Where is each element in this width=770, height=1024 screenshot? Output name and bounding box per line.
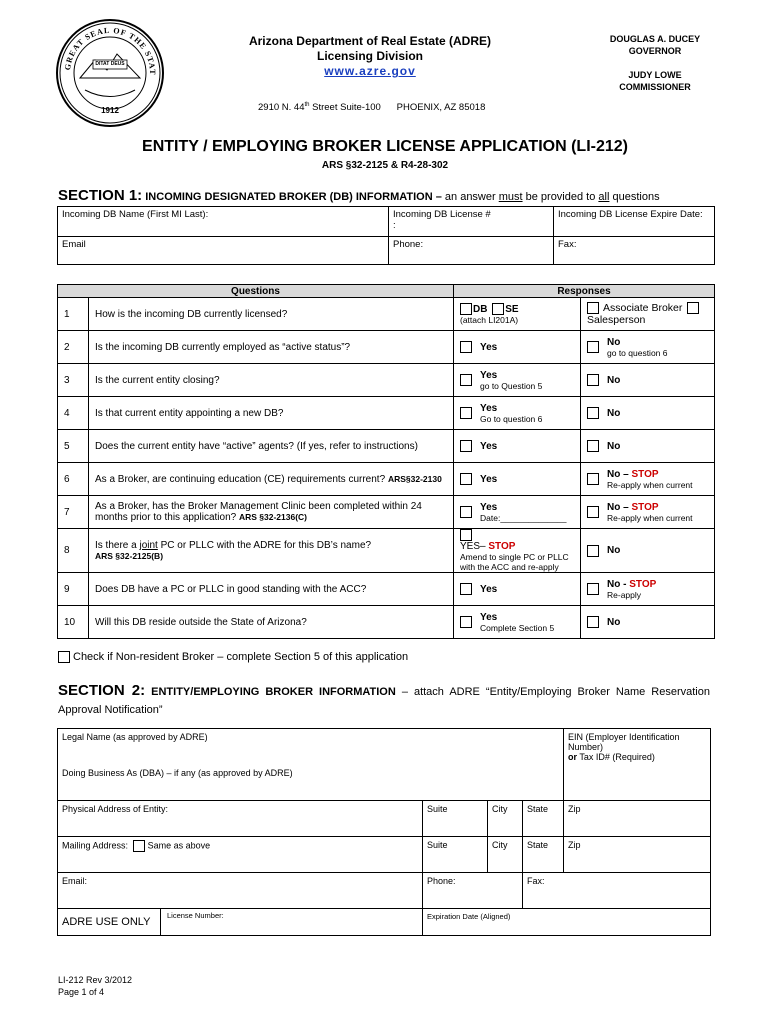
section1-note: an answer xyxy=(444,191,499,203)
seal-text: GREAT SEAL OF THE STAT xyxy=(62,25,158,76)
yes-label: Yes xyxy=(480,583,498,595)
zip-label: Zip xyxy=(568,804,581,814)
amend-note: Amend to single PC or PLLC with the ACC and re-apply xyxy=(460,552,569,572)
no-checkbox[interactable] xyxy=(587,583,599,595)
legal-name-field[interactable] xyxy=(58,729,564,765)
associate-broker-label: Associate Broker xyxy=(603,302,683,314)
question-number: 9 xyxy=(58,573,89,606)
nonresident-row xyxy=(58,651,408,663)
legal-name-label: Legal Name (as approved by ADRE) xyxy=(62,732,208,742)
fax-label: Fax: xyxy=(527,876,545,886)
section1-note-end: questions xyxy=(609,191,660,203)
stop-label: STOP xyxy=(629,578,657,590)
questions-table xyxy=(57,284,715,639)
website-link[interactable]: www.azre.gov xyxy=(324,64,416,78)
question-number: 6 xyxy=(58,463,89,496)
state-seal xyxy=(55,18,165,128)
city-label: City xyxy=(492,804,508,814)
question-text: Does the current entity have “active” agents? (If yes, refer to instructions) xyxy=(89,430,454,463)
statute-ref: ARS §32-2136(C) xyxy=(238,512,307,522)
physical-address-field[interactable] xyxy=(58,801,423,837)
section1-title: INCOMING DESIGNATED BROKER (DB) INFORMATION xyxy=(145,191,433,203)
dba-label: Doing Business As (DBA) – if any (as approved by ADRE) xyxy=(62,767,293,778)
db-info-table xyxy=(57,206,715,265)
entity-phone-field[interactable] xyxy=(423,873,523,909)
reapply-note: Re-apply when current xyxy=(607,479,693,490)
adre-use-label: ADRE USE ONLY xyxy=(58,909,161,935)
no-label: No xyxy=(607,545,621,556)
question-text: Is the current entity closing? xyxy=(89,364,454,397)
entity-info-table xyxy=(57,728,711,936)
city-label: City xyxy=(492,840,508,850)
mailing-address-field[interactable] xyxy=(58,837,423,873)
stop-label: STOP xyxy=(631,501,659,513)
yes-checkbox[interactable] xyxy=(460,440,472,452)
question-number: 2 xyxy=(58,331,89,364)
date-field[interactable]: Date:______________ xyxy=(480,512,567,523)
stop-label: STOP xyxy=(488,541,516,552)
section1-note-all: all xyxy=(598,191,610,203)
db-name-label: Incoming DB Name (First MI Last): xyxy=(62,209,209,220)
yes-checkbox[interactable] xyxy=(460,506,472,518)
no-dash: – xyxy=(620,501,632,513)
yes-checkbox[interactable] xyxy=(460,407,472,419)
question-row-2 xyxy=(58,331,715,364)
agency-address xyxy=(258,102,485,113)
question-row-4 xyxy=(58,397,715,430)
no-checkbox[interactable] xyxy=(587,616,599,628)
section1-note-mid: be provided to xyxy=(522,191,599,203)
yes-label: Yes xyxy=(480,402,498,414)
question-row-3 xyxy=(58,364,715,397)
governor-name: DOUGLAS A. DUCEY xyxy=(609,34,701,44)
db-option-label: DB xyxy=(473,303,488,315)
se-option-label: SE xyxy=(505,303,519,315)
question-text-pre: Is there a xyxy=(95,539,140,551)
question-number: 8 xyxy=(58,529,89,573)
no-label: No xyxy=(607,374,621,386)
yes-dash-label: YES– xyxy=(460,541,489,552)
associate-broker-checkbox[interactable] xyxy=(587,302,599,314)
expiration-date-field xyxy=(423,909,711,936)
section1-note-must: must xyxy=(498,191,523,203)
yes-label: Yes xyxy=(480,341,498,353)
db-phone-field[interactable] xyxy=(389,237,554,265)
no-dash-label: No - xyxy=(607,578,630,590)
yes-label: Yes xyxy=(480,473,498,485)
question-row-10 xyxy=(58,606,715,639)
section1-heading xyxy=(58,187,718,204)
no-label: No xyxy=(607,501,621,513)
question-number: 5 xyxy=(58,430,89,463)
yes-checkbox[interactable] xyxy=(460,374,472,386)
section1-label: SECTION 1: xyxy=(58,187,143,204)
commissioner-title: COMMISSIONER xyxy=(619,82,691,92)
no-checkbox[interactable] xyxy=(587,374,599,386)
form-subtitle: ARS §32-2125 & R4-28-302 xyxy=(321,160,449,171)
zip-label: Zip xyxy=(568,840,581,850)
nonresident-checkbox[interactable] xyxy=(58,651,70,663)
mailing-city-field[interactable] xyxy=(488,837,523,873)
same-as-above-checkbox[interactable] xyxy=(133,840,145,852)
suite-label: Suite xyxy=(427,804,448,814)
goto-note: go to Question 5 xyxy=(480,380,543,391)
db-fax-label: Fax: xyxy=(558,239,577,250)
question-row-9 xyxy=(58,573,715,606)
no-label: No xyxy=(607,336,621,348)
no-checkbox[interactable] xyxy=(587,440,599,452)
question-text: Is that current entity appointing a new DB? xyxy=(89,397,454,430)
entity-email-field[interactable] xyxy=(58,873,423,909)
address-street-number: 2910 N. 44 xyxy=(258,102,305,114)
question-row-6 xyxy=(58,463,715,496)
db-expire-label: Incoming DB License Expire Date: xyxy=(558,209,703,220)
ein-tax-label: Tax ID# (Required) xyxy=(577,752,655,762)
responses-header: Responses xyxy=(454,285,715,298)
db-license-colon: : xyxy=(393,220,396,231)
commissioner-name: JUDY LOWE xyxy=(628,70,682,80)
no-checkbox[interactable] xyxy=(587,341,599,353)
yes-label: Yes xyxy=(480,440,498,452)
physical-suite-field[interactable] xyxy=(423,801,488,837)
salesperson-label: Salesperson xyxy=(587,314,646,326)
ein-label: EIN (Employer Identification Number) xyxy=(568,732,680,752)
physical-city-field[interactable] xyxy=(488,801,523,837)
question-text: Will this DB reside outside the State of Arizona? xyxy=(89,606,454,639)
expiration-date-label: Expiration Date (Aligned) xyxy=(427,912,511,921)
form-revision: LI-212 Rev 3/2012 xyxy=(58,975,133,985)
questions-header: Questions xyxy=(58,285,454,298)
no-label: No xyxy=(607,407,621,419)
ein-field[interactable] xyxy=(564,729,711,801)
question-text xyxy=(89,529,454,573)
db-name-field[interactable] xyxy=(58,207,389,237)
mailing-suite-field[interactable] xyxy=(423,837,488,873)
mailing-zip-field[interactable] xyxy=(564,837,711,873)
physical-address-label: Physical Address of Entity: xyxy=(62,804,169,814)
db-license-label: Incoming DB License # xyxy=(393,209,491,220)
no-checkbox[interactable] xyxy=(587,545,599,557)
question-text-main: As a Broker, are continuing education (CE) requirements current? xyxy=(95,473,386,485)
question-text: How is the incoming DB currently licensed? xyxy=(89,298,454,331)
salesperson-checkbox[interactable] xyxy=(687,302,699,314)
yes-checkbox[interactable] xyxy=(460,529,472,541)
entity-fax-field[interactable] xyxy=(523,873,711,909)
seal-year: 1912 xyxy=(101,106,119,115)
yes-checkbox[interactable] xyxy=(460,473,472,485)
dba-field[interactable] xyxy=(58,765,564,801)
no-label: No xyxy=(607,440,621,452)
adre-use-cell xyxy=(58,909,423,936)
yes-label: Yes xyxy=(480,611,498,623)
db-phone-label: Phone: xyxy=(393,239,424,250)
section1-dash: – xyxy=(432,191,445,203)
address-sup: th xyxy=(304,102,310,108)
phone-label: Phone: xyxy=(427,876,456,886)
question-row-5 xyxy=(58,430,715,463)
db-expire-field[interactable] xyxy=(554,207,715,237)
no-label: No xyxy=(607,616,621,628)
state-label: State xyxy=(527,804,549,814)
question-text: Does DB have a PC or PLLC in good standing with the ACC? xyxy=(89,573,454,606)
reapply-note: Re-apply xyxy=(607,589,642,600)
yes-checkbox[interactable] xyxy=(460,616,472,628)
agency-name: Arizona Department of Real Estate (ADRE) xyxy=(248,34,492,48)
complete-note: Complete Section 5 xyxy=(480,622,555,633)
statute-ref: ARS §32-2125(B) xyxy=(95,550,164,561)
address-street: Street Suite-100 xyxy=(309,102,381,114)
section2-label: SECTION 2: xyxy=(58,682,146,699)
same-as-above-label: Same as above xyxy=(147,840,211,851)
db-email-label: Email xyxy=(62,239,86,250)
question-text-joint: joint xyxy=(139,539,158,551)
reapply-note: Re-apply when current xyxy=(607,512,693,523)
db-license-field[interactable] xyxy=(389,207,554,237)
question-text xyxy=(89,496,454,529)
statute-ref: ARS§32-2130 xyxy=(387,473,442,484)
mailing-address-label: Mailing Address: xyxy=(62,840,129,851)
form-title: ENTITY / EMPLOYING BROKER LICENSE APPLICATION (LI-212) xyxy=(142,138,628,155)
ein-or: or xyxy=(568,752,577,762)
no-checkbox[interactable] xyxy=(587,407,599,419)
page-number: Page 1 of 4 xyxy=(58,987,105,997)
se-checkbox[interactable] xyxy=(492,303,504,315)
no-checkbox[interactable] xyxy=(587,506,599,518)
question-number: 7 xyxy=(58,496,89,529)
section2-heading xyxy=(58,682,710,719)
yes-label: Yes xyxy=(480,501,498,513)
suite-label: Suite xyxy=(427,840,448,850)
question-row-7 xyxy=(58,496,715,529)
question-text xyxy=(89,463,454,496)
question-number: 10 xyxy=(58,606,89,639)
yes-checkbox[interactable] xyxy=(460,583,472,595)
question-number: 3 xyxy=(58,364,89,397)
question-number: 4 xyxy=(58,397,89,430)
no-checkbox[interactable] xyxy=(587,473,599,485)
goto-note: Go to question 6 xyxy=(480,413,543,424)
no-label: No xyxy=(607,468,621,480)
question-text-main: As a Broker, has the Broker Management Clinic been completed within 24 months prior to this application? xyxy=(95,501,422,523)
division-name: Licensing Division xyxy=(316,49,424,63)
db-checkbox[interactable] xyxy=(460,303,472,315)
question-number: 1 xyxy=(58,298,89,331)
question-row-1 xyxy=(58,298,715,331)
governor-title: GOVERNOR xyxy=(628,46,682,56)
question-text-post: PC or PLLC with the ADRE for this DB’s name? xyxy=(157,539,372,551)
goto-note: go to question 6 xyxy=(607,347,668,358)
physical-state-field[interactable] xyxy=(523,801,564,837)
yes-checkbox[interactable] xyxy=(460,341,472,353)
yes-label: Yes xyxy=(480,369,498,381)
email-label: Email: xyxy=(62,876,88,886)
stop-label: STOP xyxy=(631,468,659,480)
no-dash: – xyxy=(620,468,632,480)
mailing-state-field[interactable] xyxy=(523,837,564,873)
db-email-field[interactable] xyxy=(58,237,389,265)
section2-title: ENTITY/EMPLOYING BROKER INFORMATION xyxy=(151,686,396,698)
attach-note: (attach LI201A) xyxy=(460,315,519,325)
nonresident-label: Check if Non-resident Broker – complete Section 5 of this application xyxy=(73,651,409,663)
seal-motto: DITAT DEUS xyxy=(95,61,125,67)
question-row-8 xyxy=(58,529,715,573)
section2-note: – attach ADRE “Entity/Employing Broker Name Reservation Approval Notification” xyxy=(58,686,710,716)
physical-zip-field[interactable] xyxy=(564,801,711,837)
question-text: Is the incoming DB currently employed as “active status”? xyxy=(89,331,454,364)
license-number-label: License Number: xyxy=(167,911,224,920)
address-city: PHOENIX, AZ 85018 xyxy=(396,102,486,114)
db-fax-field[interactable] xyxy=(554,237,715,265)
state-label: State xyxy=(527,840,549,850)
